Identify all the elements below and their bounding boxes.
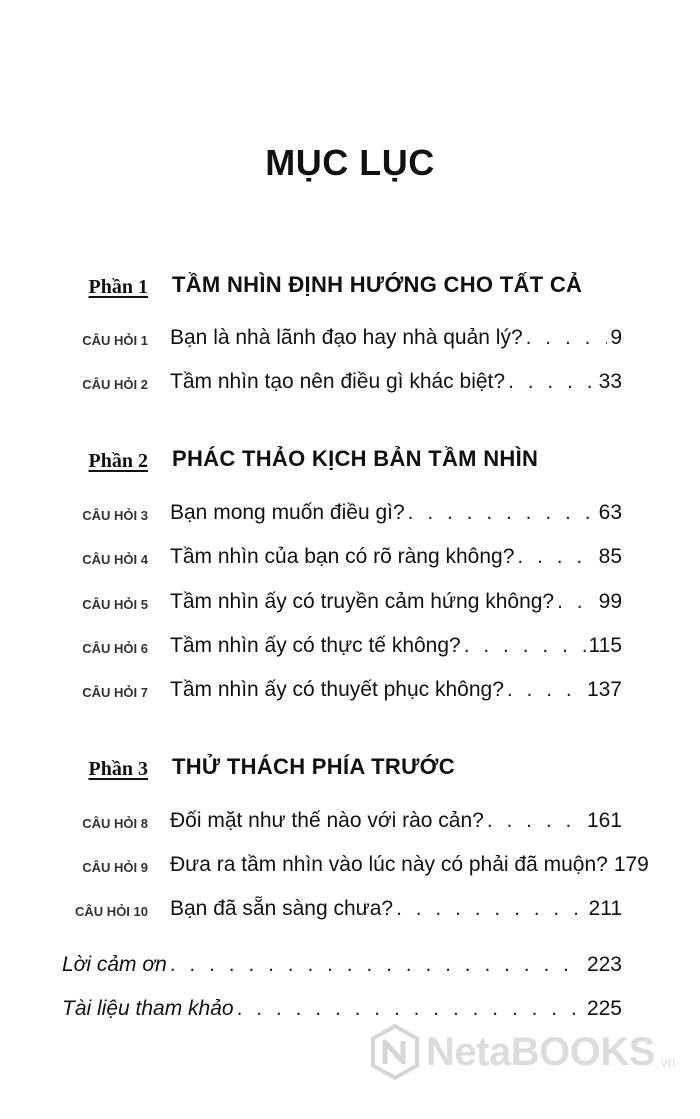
entry-text: Lời cảm ơn (62, 953, 167, 976)
question-number: CÂU HỎI 4 (82, 552, 148, 567)
part-2-heading (0, 444, 700, 478)
toc-entry[interactable] (0, 897, 700, 927)
entry-text: Tầm nhìn của bạn có rõ ràng không? (170, 545, 515, 568)
toc-entry[interactable] (0, 370, 700, 400)
part-title: THỬ THÁCH PHÍA TRƯỚC (172, 754, 455, 779)
toc-title: MỤC LỤC (265, 142, 435, 183)
question-number: CÂU HỎI 10 (75, 904, 148, 919)
neta-logo-icon (370, 1024, 420, 1080)
page-number: 33 (598, 370, 622, 393)
entry-text: Tài liệu tham khảo (62, 997, 234, 1020)
page-number: 99 (598, 590, 622, 613)
part-label: Phần 3 (88, 758, 148, 780)
dot-leader (526, 326, 608, 350)
dot-leader (507, 678, 584, 702)
entry-text: Tầm nhìn ấy có thực tế không? (170, 634, 461, 657)
watermark-suffix: .vn (656, 1054, 676, 1070)
entry-text: Tầm nhìn ấy có truyền cảm hứng không? (170, 590, 555, 613)
toc-entry[interactable] (0, 809, 700, 839)
question-number: CÂU HỎI 1 (82, 333, 148, 348)
page-number: 137 (586, 678, 622, 701)
toc-entry-acknowledgements[interactable] (62, 953, 622, 983)
question-number: CÂU HỎI 6 (82, 641, 148, 656)
entry-text: Bạn mong muốn điều gì? (170, 501, 405, 524)
dot-leader (517, 545, 595, 569)
part-label: Phần 2 (88, 450, 148, 472)
watermark (370, 1022, 690, 1082)
dot-leader (508, 370, 596, 394)
toc-entry[interactable] (0, 634, 700, 664)
toc-entry[interactable] (0, 326, 700, 356)
entry-text: Tầm nhìn tạo nên điều gì khác biệt? (170, 370, 506, 393)
page-number: 225 (586, 997, 622, 1020)
page-number: 85 (598, 545, 622, 568)
question-number: CÂU HỎI 7 (82, 685, 148, 700)
question-number: CÂU HỎI 5 (82, 597, 148, 612)
page-number: 9 (610, 326, 622, 349)
part-title: PHÁC THẢO KỊCH BẢN TẦM NHÌN (172, 446, 539, 471)
page-number: 161 (586, 809, 622, 832)
entry-text: Đưa ra tầm nhìn vào lúc này có phải đã muộn? (170, 853, 608, 876)
question-number: CÂU HỎI 2 (82, 377, 148, 392)
page-number: 63 (598, 501, 622, 524)
part-label: Phần 1 (88, 276, 148, 298)
toc-entry[interactable] (0, 545, 700, 575)
toc-entry[interactable] (0, 853, 700, 883)
entry-text: Bạn là nhà lãnh đạo hay nhà quản lý? (170, 326, 523, 349)
toc-entry[interactable] (0, 590, 700, 620)
question-number: CÂU HỎI 9 (82, 860, 148, 875)
dot-leader (557, 590, 596, 614)
dot-leader (487, 809, 584, 833)
watermark-brand: NetaBOOKS (426, 1029, 655, 1074)
entry-text: Đối mặt như thế nào với rào cản? (170, 809, 484, 832)
dot-leader (237, 997, 584, 1021)
question-number: CÂU HỎI 8 (82, 816, 148, 831)
part-title: TẦM NHÌN ĐỊNH HƯỚNG CHO TẤT CẢ (172, 272, 583, 297)
page-number: 179 (613, 853, 649, 876)
dot-leader (464, 634, 586, 658)
question-number: CÂU HỎI 3 (82, 508, 148, 523)
page-number: 223 (586, 953, 622, 976)
dot-leader (170, 953, 584, 977)
page-number: 211 (588, 897, 622, 920)
page-number: 115 (588, 634, 622, 657)
dot-leader (408, 501, 596, 525)
dot-leader (396, 897, 585, 921)
toc-entry[interactable] (0, 501, 700, 531)
part-1-heading (0, 270, 700, 304)
part-3-heading (0, 752, 700, 786)
entry-text: Tầm nhìn ấy có thuyết phục không? (170, 678, 504, 701)
toc-entry[interactable] (0, 678, 700, 708)
entry-text: Bạn đã sẵn sàng chưa? (170, 897, 394, 920)
